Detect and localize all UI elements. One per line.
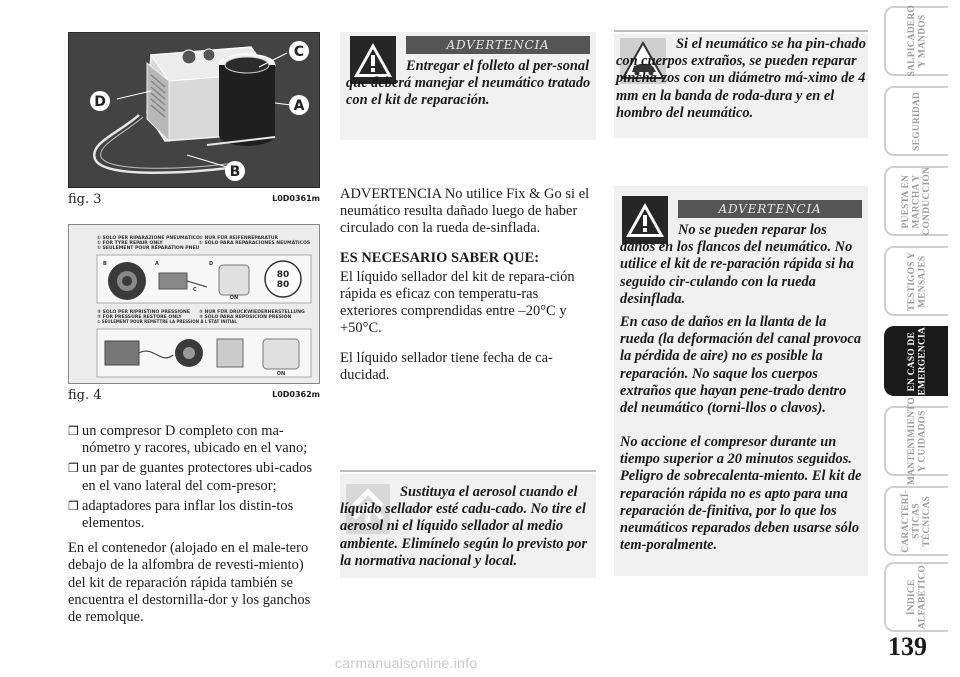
chapter-tabs [884,0,948,677]
tab-label: EN CASO DE EMERGENCIA [906,326,927,396]
tab-mantenimiento[interactable] [884,397,948,485]
figure-4-code: L0D0362m [272,390,320,399]
checkbox-bullet-icon: ❒ [68,424,79,438]
warning-text-1: Entregar el folleto al per-sonal que deberá manejar el neumático tratado con el kit de reparación. [346,58,591,109]
switch-on-label-2: ON [276,371,286,377]
figure-4-caption [68,388,320,403]
checkbox-bullet-icon: ❒ [68,498,79,513]
label-line-5: ① SÓLO PARA REPARACIONES NEUMÁTICOS [199,241,311,246]
figure-3-compressor [68,32,320,188]
figure-3-label: fig. 3 [68,192,102,207]
figure-4-instruction-label [68,224,320,384]
gauge-value-2: 80 [276,280,290,290]
column-2-text [340,186,596,396]
label-d: D [94,94,106,110]
watermark: carmanualsonline.info [335,655,478,671]
label-line-8: ② SEULEMENT POUR REMETTRE LA PRESSION À L'ÉTAT INITIAL [97,319,237,324]
warning-2-paragraph-3: No accione el compresor durante un tiempo superior a 20 minutos seguidos. Peligro de sobrecalenta-miento. El kit de reparación rápida no es apto para una reparación de-finitiva, por lo que los neumáticos reparados deben usarse sólo tem-poralmente. [620,434,862,554]
compressor-illustration [69,33,320,188]
bullet-item [68,460,324,494]
note-text-2: Si el neumático se ha pin-chado con cuerpos extraños, se pueden reparar pincha-zos con un diámetro má-ximo de 4 mm en la banda de roda-dura y en el hombro del neumático. [616,36,866,121]
tab-indice[interactable] [884,562,948,632]
label-b: B [229,164,241,180]
figure-4-label: fig. 4 [68,388,102,403]
tab-label: SEGURIDAD [911,91,922,151]
section-heading: ES NECESARIO SABER QUE: [340,249,540,266]
warning-banner-1: ADVERTENCIA [406,36,590,54]
bullet-text: adaptadores para inflar los distin-tos elementos. [82,497,294,532]
tab-label: MANTENIMIENTO Y CUIDADOS [906,397,927,485]
warning-2-paragraph-1: No se pueden reparar los daños en los flancos del neumático. No utilice el kit de re-paración rápida si ha seguido cir-culando con la rueda desinflada. [620,222,854,307]
label-letter-b: B [103,261,107,267]
label-c: C [293,44,305,60]
label-letter-c: C [193,287,197,293]
tab-testigos[interactable] [884,246,948,316]
gauge-value-1: 80 [276,270,290,280]
label-line-4: ① NUR FÜR REIFENREPARATUR [199,236,279,241]
toolbox-paragraph: En el contenedor (alojado en el male-tero debajo de la alfombra de revesti-miento) del kit de reparación rápida también se encuentra el destornilla-dor y los ganchos de remolque. [68,540,311,626]
label-a: A [293,98,305,114]
fix-and-go-paragraph: ADVERTENCIA No utilice Fix & Go si el neumático resulta dañado luego de haber circulado con la rueda de-sinflada. [340,186,590,237]
tab-label: PUESTA EN MARCHA Y CONDUCCIÓN [901,166,933,236]
warning-2-paragraph-2: En caso de daños en la llanta de la rueda (la deformación del canal provoca la pérdida de aire) no es posible la reparación. No saque los cuerpos extraños que hayan pene-trado dentro del neumático (torni-llos o clavos). [620,314,862,417]
switch-on-label-1: ON [229,295,239,301]
tab-label: ÍNDICE ALFABÉTICO [906,564,927,630]
checkbox-bullet-icon: ❒ [68,461,79,476]
expiry-paragraph: El líquido sellador tiene fecha de ca-ducidad. [340,349,553,383]
instruction-label-illustration [69,225,320,384]
tab-label: SALPICADERO Y MANDOS [906,5,927,77]
label-letter-d: D [209,261,214,267]
label-line-2: ① FOR TYRE REPAIR ONLY [97,241,163,246]
bullet-text: un par de guantes protectores ubi-cados en el vano lateral del com-presor; [82,460,313,494]
label-line-3: ① SEULEMENT POUR RÉPARATION PNEU [97,246,200,251]
tab-salpicadero[interactable] [884,6,948,76]
page-number: 139 [888,632,927,661]
label-line-7: ② FOR PRESSURE RESTORE ONLY [97,315,182,320]
tab-emergencia[interactable] [884,326,948,396]
temperature-paragraph: El líquido sellador del kit de repara-ción rápida es eficaz con temperatu-ras exteriores comprendidas entre –20°C y +50°C. [340,268,575,337]
note-divider-1 [340,470,596,472]
label-line-9: ② NUR FÜR DRUCKWIEDERHERSTELLUNG [199,310,305,315]
warning-banner-2: ADVERTENCIA [678,200,862,218]
figure-3-caption [68,192,320,207]
label-line-10: ② SÓLO PARA REPOSICIÓN PRESIÓN [199,315,292,320]
note-text-1: Sustituya el aerosol cuando el líquido sellador esté cadu-cado. No tire el aerosol ni el líquido sellador al medio ambiente. Elimínelo según lo previsto por la normativa nacional y local. [340,484,588,569]
bullet-text: un compresor D completo con ma-nómetro y racores, ubicado en el vano; [82,423,308,457]
note-divider-2 [614,30,868,32]
tab-label: TESTIGOS Y MENSAJES [906,251,927,311]
tab-puesta-en-marcha[interactable] [884,166,948,236]
bullet-item [68,423,324,457]
label-line-6: ② SOLO PER RIPRISTINO PRESSIONE [97,310,191,315]
label-letter-a: A [155,261,159,267]
tab-caracteristicas[interactable] [884,486,948,556]
figure-3-code: L0D0361m [272,194,320,203]
column-1-text [68,423,324,636]
tab-seguridad[interactable] [884,86,948,156]
bullet-item [68,498,324,532]
tab-label: CARACTERÍ- STICAS TÉCNICAS [901,489,933,553]
label-line-1: ① SOLO PER RIPARAZIONE PNEUMATICO [97,236,200,241]
